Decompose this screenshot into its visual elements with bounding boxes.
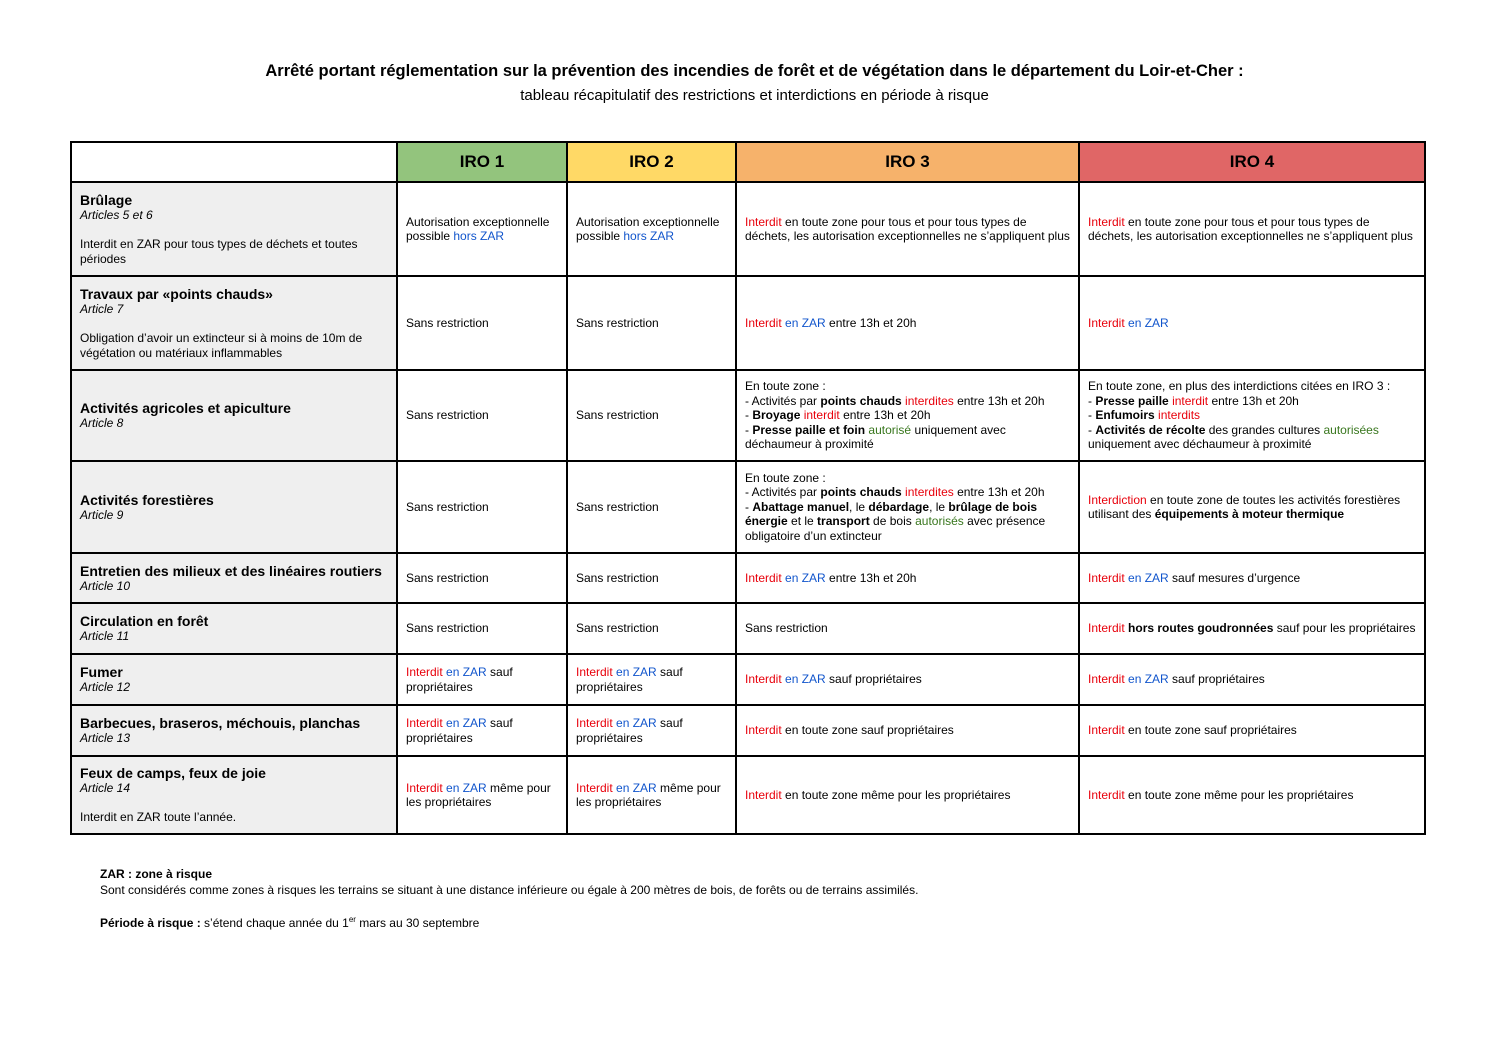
prohibition-text: Interdit bbox=[1088, 723, 1125, 738]
zone-text: en ZAR bbox=[785, 672, 826, 687]
text-segment: avec présence obligatoire d’un extincteur bbox=[745, 514, 1046, 543]
text-segment: Sans restriction bbox=[406, 315, 489, 330]
prohibition-text: interdit bbox=[803, 408, 840, 423]
table-row bbox=[71, 756, 1425, 834]
footer-notes bbox=[100, 866, 1400, 931]
text-segment: Autorisation exceptionnelle possible bbox=[406, 214, 550, 243]
zar-definition-text: Sont considérés comme zones à risques les terrains se situant à une distance inférieure ou égale à 200 mètres de bois, de forêts ou de terrains assimilés. bbox=[100, 883, 919, 897]
text-segment: sauf propriétaires bbox=[825, 672, 922, 687]
table-row bbox=[71, 553, 1425, 603]
text-segment: même pour les propriétaires bbox=[576, 780, 721, 809]
document-title: Arrêté portant réglementation sur la prévention des incendies de forêt et de végétation dans le département du Loir-et-Cher : bbox=[265, 62, 1244, 80]
rule-cell-iro-3 bbox=[736, 370, 1079, 461]
text-segment: Sans restriction bbox=[745, 621, 828, 636]
row-header-cell bbox=[71, 182, 397, 276]
row-header-cell bbox=[71, 370, 397, 461]
rule-cell-iro-4 bbox=[1079, 553, 1425, 603]
emphasis-text: Enfumoirs bbox=[1095, 408, 1155, 423]
rule-cell-iro-4 bbox=[1079, 276, 1425, 370]
rule-cell-iro-3 bbox=[736, 705, 1079, 756]
text-segment: - bbox=[1088, 422, 1096, 437]
zone-text: en ZAR bbox=[616, 716, 657, 730]
text-segment: - bbox=[1088, 393, 1096, 408]
prohibition-text: Interdit bbox=[576, 665, 613, 679]
text-segment: sauf propriétaires bbox=[576, 716, 683, 745]
text-segment: - Activités par bbox=[745, 393, 821, 408]
row-header-cell bbox=[71, 654, 397, 705]
text-segment: sauf pour les propriétaires bbox=[1273, 621, 1416, 636]
text-segment: Sans restriction bbox=[576, 408, 659, 423]
text-segment: entre 13h et 20h bbox=[953, 393, 1045, 408]
row-header-cell bbox=[71, 276, 397, 370]
text-segment: , le bbox=[849, 499, 869, 514]
rule-cell-iro-1 bbox=[397, 276, 567, 370]
header-iro-1: IRO 1 bbox=[397, 142, 567, 182]
table-row bbox=[71, 276, 1425, 370]
rule-cell-iro-2 bbox=[567, 461, 736, 553]
text-segment: Sans restriction bbox=[576, 499, 659, 514]
emphasis-text: Broyage bbox=[752, 408, 801, 423]
authorization-text: autorisés bbox=[915, 514, 964, 529]
row-article-reference: Article 10 bbox=[80, 578, 131, 593]
rule-cell-iro-3 bbox=[736, 276, 1079, 370]
restrictions-table bbox=[70, 141, 1426, 835]
row-title: Barbecues, braseros, méchouis, planchas bbox=[80, 715, 361, 731]
text-segment: en toute zone de toutes les activités forestières utilisant des bbox=[1088, 492, 1401, 521]
text-segment: entre 13h et 20h bbox=[1208, 393, 1299, 408]
prohibition-text: Interdit bbox=[745, 315, 782, 330]
rule-cell-iro-4 bbox=[1079, 705, 1425, 756]
zar-definition-label: ZAR : zone à risque bbox=[100, 867, 213, 881]
text-segment: des grandes cultures bbox=[1205, 422, 1324, 437]
rule-cell-iro-2 bbox=[567, 705, 736, 756]
zone-text: en ZAR bbox=[446, 780, 487, 795]
authorization-text: autorisées bbox=[1323, 422, 1379, 437]
header-row bbox=[71, 142, 1425, 182]
rule-cell-iro-2 bbox=[567, 370, 736, 461]
text-segment: - bbox=[1088, 408, 1096, 423]
emphasis-text: Activités de récolte bbox=[1095, 422, 1206, 437]
rule-cell-iro-3 bbox=[736, 603, 1079, 654]
text-segment: - Activités par bbox=[745, 485, 821, 500]
risk-period-text-start: s’étend chaque année du 1 bbox=[200, 916, 349, 930]
text-segment: - bbox=[745, 408, 753, 423]
row-article-reference: Article 13 bbox=[80, 731, 131, 745]
prohibition-text: Interdit bbox=[406, 665, 443, 679]
prohibition-text: interdites bbox=[905, 485, 954, 500]
table-body bbox=[71, 182, 1425, 834]
row-note: Obligation d’avoir un extincteur si à moins de 10m de végétation ou matériaux inflammables bbox=[80, 331, 363, 360]
prohibition-text: Interdit bbox=[745, 672, 782, 687]
rule-cell-iro-1 bbox=[397, 705, 567, 756]
text-segment: Sans restriction bbox=[406, 570, 489, 585]
prohibition-text: interdites bbox=[905, 393, 954, 408]
prohibition-text: Interdit bbox=[1088, 621, 1125, 636]
header-empty-cell bbox=[71, 142, 397, 182]
rule-cell-iro-4 bbox=[1079, 603, 1425, 654]
rule-cell-iro-3 bbox=[736, 182, 1079, 276]
row-title: Fumer bbox=[80, 664, 123, 680]
risk-period-text-end: mars au 30 septembre bbox=[355, 916, 480, 930]
emphasis-text: points chauds bbox=[820, 485, 902, 500]
prohibition-text: Interdit bbox=[745, 570, 782, 585]
text-segment: En toute zone : bbox=[745, 470, 826, 485]
row-title: Entretien des milieux et des linéaires routiers bbox=[80, 562, 382, 579]
row-header-cell bbox=[71, 705, 397, 756]
emphasis-text: Presse paille et foin bbox=[752, 422, 866, 437]
text-segment: uniquement avec déchaumeur à proximité bbox=[745, 422, 1006, 452]
row-title: Travaux par «points chauds» bbox=[80, 286, 273, 302]
prohibition-text: interdit bbox=[1172, 393, 1209, 408]
rule-cell-iro-4 bbox=[1079, 461, 1425, 553]
rule-cell-iro-2 bbox=[567, 756, 736, 834]
text-segment: en toute zone sauf propriétaires bbox=[781, 723, 954, 738]
table-row bbox=[71, 182, 1425, 276]
emphasis-text: hors routes goudronnées bbox=[1128, 621, 1274, 636]
rule-cell-iro-2 bbox=[567, 603, 736, 654]
prohibition-text: Interdit bbox=[745, 723, 782, 738]
rule-cell-iro-2 bbox=[567, 654, 736, 705]
rule-cell-iro-1 bbox=[397, 553, 567, 603]
text-segment: en toute zone même pour les propriétaires bbox=[781, 787, 1011, 802]
rule-cell-iro-2 bbox=[567, 553, 736, 603]
text-segment: et le bbox=[787, 514, 818, 529]
row-title: Circulation en forêt bbox=[80, 613, 209, 629]
text-segment: sauf propriétaires bbox=[406, 665, 513, 694]
text-segment: Sans restriction bbox=[406, 621, 489, 636]
rule-cell-iro-1 bbox=[397, 370, 567, 461]
text-segment: entre 13h et 20h bbox=[839, 408, 931, 423]
header-iro-4: IRO 4 bbox=[1079, 142, 1425, 182]
rule-cell-iro-2 bbox=[567, 276, 736, 370]
text-segment: , le bbox=[929, 499, 949, 514]
text-segment: - bbox=[745, 422, 753, 437]
text-segment: Sans restriction bbox=[406, 408, 489, 423]
text-segment: sauf propriétaires bbox=[406, 716, 513, 745]
zone-text: en ZAR bbox=[1128, 672, 1169, 687]
text-segment: sauf propriétaires bbox=[576, 665, 683, 694]
zone-text: en ZAR bbox=[446, 665, 487, 679]
text-segment: en toute zone pour tous et pour tous types de déchets, les autorisation exceptionnelles ne s’appliquent plus bbox=[745, 214, 1070, 243]
header-iro-3: IRO 3 bbox=[736, 142, 1079, 182]
row-header-cell bbox=[71, 756, 397, 834]
text-segment: Sans restriction bbox=[406, 499, 489, 514]
text-segment: En toute zone : bbox=[745, 379, 826, 394]
emphasis-text: transport bbox=[817, 514, 870, 529]
text-segment: uniquement avec déchaumeur à proximité bbox=[1088, 437, 1312, 452]
text-segment: - bbox=[745, 499, 753, 514]
text-segment: en toute zone sauf propriétaires bbox=[1124, 723, 1297, 738]
rule-cell-iro-4 bbox=[1079, 756, 1425, 834]
risk-period-superscript: er bbox=[348, 915, 356, 924]
text-segment: même pour les propriétaires bbox=[406, 780, 551, 809]
text-segment: sauf propriétaires bbox=[1168, 672, 1265, 687]
table-row bbox=[71, 705, 1425, 756]
row-article-reference: Article 8 bbox=[80, 416, 124, 430]
emphasis-text: équipements à moteur thermique bbox=[1154, 507, 1345, 521]
table-row bbox=[71, 461, 1425, 553]
row-article-reference: Article 12 bbox=[80, 680, 131, 694]
prohibition-text: Interdit bbox=[406, 780, 443, 795]
text-segment: entre 13h et 20h bbox=[825, 570, 917, 585]
prohibition-text: Interdit bbox=[1088, 315, 1125, 330]
zone-text: hors ZAR bbox=[623, 229, 675, 243]
prohibition-text: Interdit bbox=[406, 716, 443, 730]
row-title: Activités agricoles et apiculture bbox=[80, 400, 291, 416]
rule-cell-iro-4 bbox=[1079, 182, 1425, 276]
row-article-reference: Article 14 bbox=[80, 781, 131, 796]
row-title: Brûlage bbox=[80, 192, 133, 208]
row-title: Feux de camps, feux de joie bbox=[80, 765, 266, 782]
row-header-cell bbox=[71, 553, 397, 603]
text-segment: entre 13h et 20h bbox=[825, 315, 917, 330]
row-note: Interdit en ZAR pour tous types de déchets et toutes périodes bbox=[80, 237, 358, 266]
emphasis-text: débardage bbox=[868, 499, 930, 514]
rule-cell-iro-1 bbox=[397, 182, 567, 276]
emphasis-text: points chauds bbox=[820, 393, 902, 408]
rule-cell-iro-1 bbox=[397, 461, 567, 553]
text-segment: Autorisation exceptionnelle possible bbox=[576, 214, 720, 243]
text-segment: en toute zone même pour les propriétaires bbox=[1124, 787, 1354, 802]
row-header-cell bbox=[71, 603, 397, 654]
text-segment: sauf mesures d’urgence bbox=[1168, 570, 1301, 585]
row-title: Activités forestières bbox=[80, 491, 214, 508]
authorization-text: autorisé bbox=[868, 422, 912, 437]
rule-cell-iro-3 bbox=[736, 756, 1079, 834]
prohibition-text: Interdit bbox=[1088, 787, 1125, 802]
zone-text: hors ZAR bbox=[453, 229, 505, 243]
zone-text: en ZAR bbox=[616, 780, 657, 795]
row-note: Interdit en ZAR toute l’année. bbox=[80, 810, 237, 825]
prohibition-text: Interdit bbox=[745, 214, 782, 229]
risk-period-label: Période à risque : bbox=[100, 916, 201, 930]
text-segment: en toute zone pour tous et pour tous types de déchets, les autorisation exceptionnelles ne s’appliquent plus bbox=[1088, 214, 1413, 243]
table-row bbox=[71, 603, 1425, 654]
text-segment: Sans restriction bbox=[576, 621, 659, 636]
prohibition-text: Interdit bbox=[1088, 570, 1125, 585]
risk-period-note bbox=[100, 915, 1400, 931]
row-article-reference: Article 9 bbox=[80, 507, 124, 522]
row-header-cell bbox=[71, 461, 397, 553]
rule-cell-iro-1 bbox=[397, 756, 567, 834]
emphasis-text: brûlage de bois énergie bbox=[745, 499, 1038, 529]
prohibition-text: Interdit bbox=[576, 780, 613, 795]
zone-text: en ZAR bbox=[1128, 315, 1169, 330]
zone-text: en ZAR bbox=[446, 716, 487, 730]
prohibition-text: Interdit bbox=[745, 787, 782, 802]
rule-cell-iro-2 bbox=[567, 182, 736, 276]
row-article-reference: Article 7 bbox=[80, 302, 124, 316]
rule-cell-iro-3 bbox=[736, 553, 1079, 603]
zone-text: en ZAR bbox=[1128, 570, 1169, 585]
text-segment: de bois bbox=[869, 514, 916, 529]
rule-cell-iro-4 bbox=[1079, 370, 1425, 461]
row-article-reference: Article 11 bbox=[80, 629, 130, 643]
rule-cell-iro-3 bbox=[736, 654, 1079, 705]
text-segment: entre 13h et 20h bbox=[953, 485, 1045, 500]
row-article-reference: Articles 5 et 6 bbox=[80, 208, 153, 222]
text-segment: En toute zone, en plus des interdictions citées en IRO 3 : bbox=[1088, 379, 1391, 394]
rule-cell-iro-1 bbox=[397, 654, 567, 705]
text-segment: Sans restriction bbox=[576, 315, 659, 330]
rule-cell-iro-1 bbox=[397, 603, 567, 654]
document-subtitle: tableau récapitulatif des restrictions et interdictions en période à risque bbox=[520, 87, 989, 104]
prohibition-text: interdits bbox=[1158, 408, 1201, 423]
header-iro-2: IRO 2 bbox=[567, 142, 736, 182]
zone-text: en ZAR bbox=[616, 665, 657, 679]
rule-cell-iro-4 bbox=[1079, 654, 1425, 705]
prohibition-text: Interdit bbox=[576, 716, 613, 730]
zone-text: en ZAR bbox=[785, 570, 826, 585]
table-row bbox=[71, 654, 1425, 705]
rule-cell-iro-3 bbox=[736, 461, 1079, 553]
prohibition-text: Interdiction bbox=[1088, 492, 1147, 507]
table-row bbox=[71, 370, 1425, 461]
prohibition-text: Interdit bbox=[1088, 214, 1125, 229]
prohibition-text: Interdit bbox=[1088, 672, 1125, 687]
emphasis-text: Presse paille bbox=[1095, 393, 1169, 408]
emphasis-text: Abattage manuel bbox=[752, 499, 850, 514]
zone-text: en ZAR bbox=[785, 315, 826, 330]
text-segment: Sans restriction bbox=[576, 570, 659, 585]
